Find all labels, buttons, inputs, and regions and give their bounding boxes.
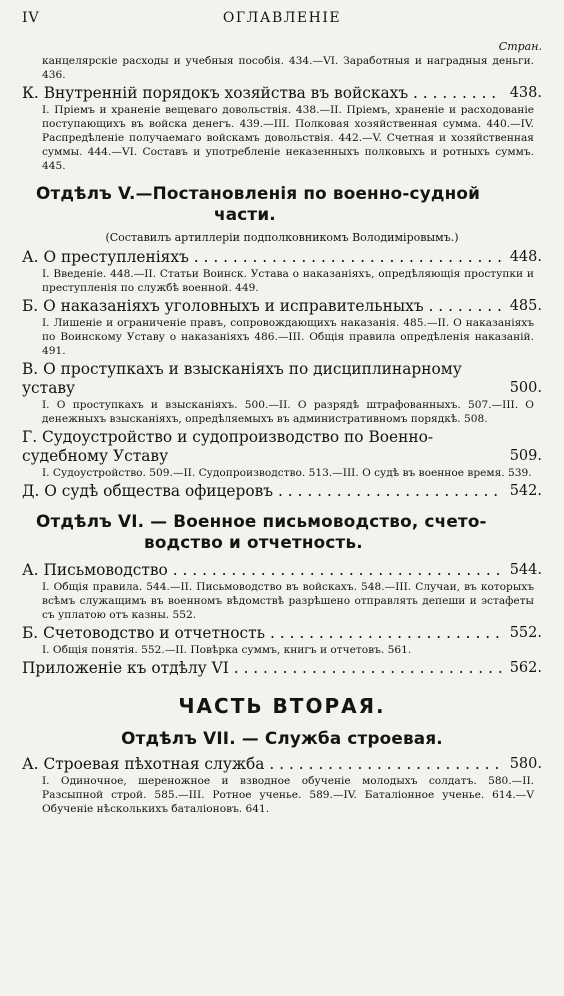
toc-entry-a	[22, 755, 542, 774]
part-two-heading: ЧАСТЬ ВТОРАЯ.	[178, 694, 386, 718]
compiler-note: (Составилъ артиллеріи подполковникомъ Володиміровымъ.)	[105, 231, 459, 244]
page-column-label: Стран.	[498, 40, 542, 53]
toc-entry-b	[22, 297, 542, 316]
section-vii-heading: Отдѣлъ VII. — Служба строевая.	[121, 728, 443, 748]
section-heading-line: Отдѣлъ V.—Постановленія по военно-судной	[36, 183, 481, 203]
toc-entry-title: Д. О судѣ общества офицеровъ . . .	[22, 482, 502, 501]
toc-entry-page: 438.	[509, 85, 542, 101]
section-heading-line: водство и отчетность.	[144, 532, 363, 552]
toc-subentries: I. Общія понятія. 552.—II. Повѣрка суммъ, книгъ и отчетовъ. 561.	[42, 644, 412, 656]
section-vi-heading	[36, 511, 542, 553]
toc-entry-g	[22, 428, 542, 466]
toc-subentries: I. О проступкахъ и взысканіяхъ. 500.—II. О разрядѣ штрафованныхъ. 507.—III. О денежныхъ взысканіяхъ, опредѣляемыхъ въ административномъ порядкѣ. 508.	[42, 399, 534, 425]
toc-entry-title: А. О преступленіяхъ . . .	[22, 248, 502, 267]
toc-entry-page: 448.	[509, 249, 542, 265]
toc-entry-title: Г. Судоустройство и судопроизводство по Военно-судебному Уставу	[22, 428, 434, 465]
toc-subentries: I. Лишеніе и ограниченіе правъ, сопровождающихъ наказанія. 485.—II. О наказаніяхъ по Воинскому Уставу о наказаніяхъ 486.—III. Общія правила опредѣленія наказаній. 491.	[42, 317, 534, 357]
toc-entry-page: 552.	[509, 625, 542, 641]
section-v-heading	[36, 183, 542, 225]
toc-entry-title: К. Внутренній порядокъ хозяйства въ войскахъ . . .	[22, 84, 502, 103]
toc-entry-v	[22, 360, 542, 398]
toc-entry-page: 544.	[509, 562, 542, 578]
toc-entry-page: 562.	[509, 660, 542, 676]
toc-entry-b	[22, 624, 542, 643]
toc-entry-page: 500.	[509, 380, 542, 396]
section-heading-line: части.	[214, 204, 276, 224]
toc-entry-a	[22, 248, 542, 267]
toc-entry-k	[22, 84, 542, 103]
toc-entry-title: Приложеніе къ отдѣлу VI . . .	[22, 659, 502, 678]
toc-entry-title: Б. Счетоводство и отчетность . . .	[22, 624, 502, 643]
toc-subentries: I. Одиночное, шереножное и взводное обученіе молодыхъ солдатъ. 580.—II. Разсыпной строй. 585.—III. Ротное ученье. 589.—IV. Баталіонное ученье. 614.—V Обученіе нѣсколькихъ баталіоновъ. 641.	[42, 775, 534, 815]
toc-entry-title: А. Строевая пѣхотная служба . . .	[22, 755, 502, 774]
toc-entry-page: 485.	[509, 298, 542, 314]
toc-entry-a	[22, 561, 542, 580]
running-title: ОГЛАВЛЕНІЕ	[222, 10, 342, 26]
toc-subentries: I. Пріемъ и храненіе вещеваго довольствія. 438.—II. Пріемъ, храненіе и расходованіе поступающихъ въ войска денегъ. 439.—III. Полковая хозяйственная сумма. 440.—IV. Распредѣленіе получаемаго войскамъ довольствія. 442.—V. Счетная и хозяйственная суммы. 444.—VI. Составъ и употребленіе неказенныхъ полковыхъ и ротныхъ суммъ. 445.	[42, 104, 534, 172]
section-heading-line: Отдѣлъ VI. — Военное письмоводство, счето-	[36, 511, 487, 531]
toc-subentries: I. Общія правила. 544.—II. Письмоводство въ войскахъ. 548.—III. Случаи, въ которыхъ всѣмъ служащимъ въ военномъ вѣдомствѣ разрѣшено отправлять депеши и эстафеты съ уплатою отъ казны. 552.	[42, 581, 534, 621]
toc-entry-d	[22, 482, 542, 501]
toc-entry-title: В. О проступкахъ и взысканіяхъ по дисциплинарному уставу	[22, 360, 462, 397]
top-continuation-subentry: канцелярскіе расходы и учебныя пособія. 434.—VI. Заработныя и наградныя деньги. 436.	[42, 55, 534, 81]
toc-entry-page: 580.	[509, 756, 542, 772]
toc-subentries: I. Введеніе. 448.—II. Статьи Воинск. Устава о наказаніяхъ, опредѣляющія проступки и преступленія по службѣ военной. 449.	[42, 268, 534, 294]
toc-entry-title: А. Письмоводство . . .	[22, 561, 502, 580]
toc-entry-page: 542.	[509, 483, 542, 499]
toc-entry-title: Б. О наказаніяхъ уголовныхъ и исправительныхъ . . .	[22, 297, 502, 316]
running-header	[22, 6, 542, 32]
page-number: IV	[22, 10, 40, 26]
toc-entry-appendix	[22, 659, 542, 678]
toc-subentries: I. Судоустройство. 509.—II. Судопроизводство. 513.—III. О судѣ въ военное время. 539.	[42, 467, 532, 479]
toc-entry-page: 509.	[509, 448, 542, 464]
